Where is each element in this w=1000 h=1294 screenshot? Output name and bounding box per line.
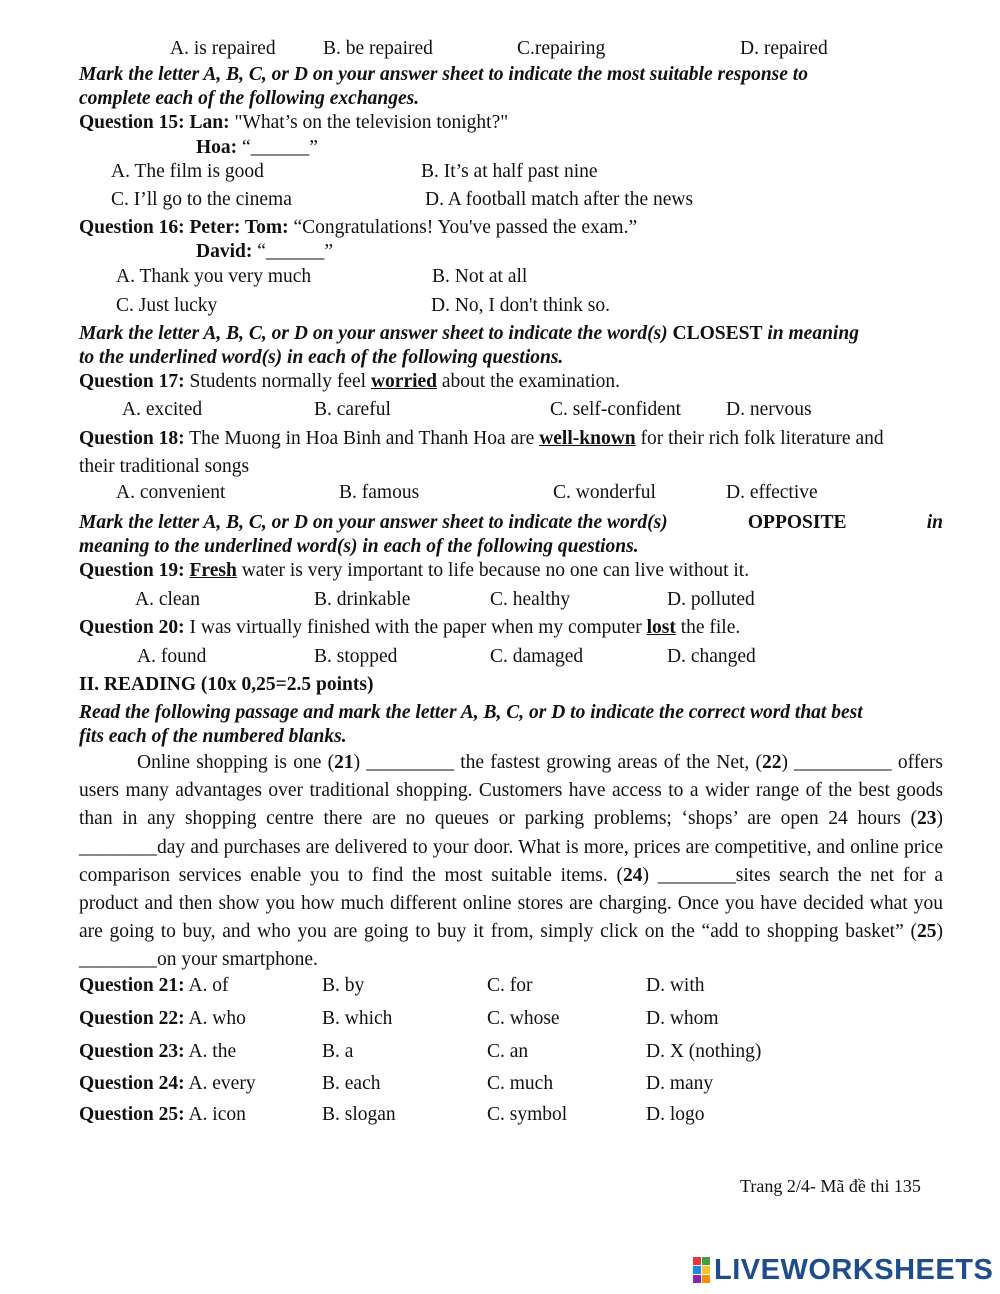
question-15-option-b: B. It’s at half past nine: [421, 161, 598, 182]
question-22-label: Question 22:: [79, 1008, 185, 1029]
question-24-option-c: C. much: [487, 1073, 554, 1094]
question-19-stem: [79, 559, 749, 583]
question-21-option-a: A. of: [184, 975, 229, 996]
q14-option-c: C.repairing: [517, 38, 606, 59]
passage-text-5: ) ________sites search the net for a product and then show you how much different online stores are charging. Once you have decided what you are going to buy, and who you are going to buy it from, simply click on the “add to shopping basket” (: [79, 864, 943, 943]
question-16-option-b: B. Not at all: [432, 266, 528, 287]
question-17-option-d: D. nervous: [726, 399, 812, 420]
logo-square: [693, 1266, 701, 1274]
question-17-label: Question 17:: [79, 371, 185, 392]
question-20-text-pre: I was virtually finished with the paper when my computer: [184, 617, 647, 638]
blank-number-24: 24: [623, 864, 643, 886]
question-23-option-c: C. an: [487, 1041, 529, 1062]
question-22-option-b: B. which: [322, 1008, 393, 1029]
liveworksheets-logo: [693, 1255, 993, 1285]
question-16-stem: [79, 216, 637, 240]
section-closest-text-c: in meaning: [762, 323, 859, 344]
section-closest-instruction-2: to the underlined word(s) in each of the following questions.: [79, 347, 564, 368]
question-16-option-d: D. No, I don't think so.: [431, 295, 611, 316]
question-22-option-c: C. whose: [487, 1008, 560, 1029]
logo-icon: [693, 1257, 710, 1283]
reading-instruction-2: fits each of the numbered blanks.: [79, 726, 347, 747]
logo-square: [693, 1275, 701, 1283]
question-15-option-a: A. The film is good: [111, 161, 264, 182]
question-18-label: Question 18:: [79, 428, 185, 449]
question-20-option-a: A. found: [137, 646, 207, 667]
question-20-option-c: C. damaged: [490, 646, 584, 667]
question-15-text: "What’s on the television tonight?": [229, 112, 509, 133]
question-17-text-pre: Students normally feel: [184, 371, 371, 392]
question-18-stem: [79, 427, 884, 451]
question-20-option-d: D. changed: [667, 646, 756, 667]
blank-number-25: 25: [917, 921, 937, 943]
question-19-underlined-word: Fresh: [189, 560, 237, 581]
passage-text-6: ) ________on your smartphone.: [79, 921, 943, 971]
question-16-reply-label: David:: [196, 241, 253, 262]
reading-heading: II. READING (10x 0,25=2.5 points): [79, 674, 374, 695]
section-closest-text-a: Mark the letter A, B, C, or D on your answer sheet to indicate the word(s): [79, 323, 673, 344]
logo-text: LIVEWORKSHEETS: [714, 1253, 994, 1286]
q14-option-a: A. is repaired: [170, 38, 276, 59]
section-opposite-instruction-2: meaning to the underlined word(s) in each of the following questions.: [79, 536, 639, 557]
question-16-reply: [196, 240, 333, 264]
question-16-option-a: A. Thank you very much: [116, 266, 312, 287]
question-23-label: Question 23:: [79, 1041, 185, 1062]
section-exchanges-instruction-1: Mark the letter A, B, C, or D on your answer sheet to indicate the most suitable response to: [79, 64, 808, 85]
question-15-reply: [196, 136, 318, 160]
question-15-reply-blank: “______”: [237, 137, 318, 158]
question-19-option-a: A. clean: [135, 589, 200, 610]
question-18-text-post: for their rich folk literature and: [635, 428, 884, 449]
question-18-option-b: B. famous: [339, 482, 420, 503]
blank-number-21: 21: [334, 752, 354, 773]
question-20-stem: [79, 616, 740, 640]
question-19-option-d: D. polluted: [667, 589, 755, 610]
question-15-stem: [79, 111, 508, 135]
section-opposite-text-a: Mark the letter A, B, C, or D on your answer sheet to indicate the word(s): [79, 512, 673, 533]
question-16-option-c: C. Just lucky: [116, 295, 218, 316]
blank-number-23: 23: [917, 808, 937, 830]
blank-number-22: 22: [761, 752, 782, 773]
question-19-option-b: B. drinkable: [314, 589, 411, 610]
question-15-option-c: C. I’ll go to the cinema: [111, 189, 292, 210]
logo-square: [702, 1266, 710, 1274]
question-22-option-d: D. whom: [646, 1008, 719, 1029]
question-21-option-b: B. by: [322, 975, 365, 996]
question-24-option-a: A. every: [184, 1073, 256, 1094]
question-25-option-a: A. icon: [184, 1104, 246, 1125]
section-closest-instruction-1: [79, 322, 859, 346]
section-opposite-text-c: in: [921, 512, 943, 533]
question-17-underlined-word: worried: [370, 371, 438, 392]
question-19-option-c: C. healthy: [490, 589, 571, 610]
question-16-label: Question 16: Peter: Tom:: [79, 217, 289, 238]
question-24-label: Question 24:: [79, 1073, 185, 1094]
question-25-option-c: C. symbol: [487, 1104, 568, 1125]
question-21-option-d: D. with: [646, 975, 705, 996]
question-15-label: Question 15: Lan:: [79, 112, 230, 133]
question-17-option-c: C. self-confident: [550, 399, 682, 420]
question-17-option-a: A. excited: [122, 399, 203, 420]
question-21-option-c: C. for: [487, 975, 533, 996]
question-17-option-b: B. careful: [314, 399, 391, 420]
logo-square: [702, 1275, 710, 1283]
question-22-option-a: A. who: [184, 1008, 246, 1029]
question-18-underlined-word: well-known: [539, 428, 636, 449]
question-18-option-a: A. convenient: [116, 482, 226, 503]
question-23-option-d: D. X (nothing): [646, 1041, 762, 1062]
question-15-reply-label: Hoa:: [196, 137, 238, 158]
question-16-reply-blank: “______”: [252, 241, 334, 262]
section-opposite-instruction-1: [79, 511, 943, 535]
section-exchanges-instruction-2: complete each of the following exchanges.: [79, 88, 420, 109]
question-18-stem-line-2: their traditional songs: [79, 456, 250, 477]
question-17-stem: [79, 370, 620, 394]
passage-text-3: ) __________ offers users many advantages over traditional shopping. Customers have access to a wider range of the best goods than in any shopping centre there are no queues or parking problems; ‘shops’ are open 24 hours (: [79, 752, 944, 830]
question-23-option-a: A. the: [184, 1041, 237, 1062]
passage-text-2: ) _________ the fastest growing areas of the Net, (: [353, 752, 762, 773]
question-25-option-b: B. slogan: [322, 1104, 396, 1125]
question-20-underlined-word: lost: [646, 617, 676, 638]
question-15-option-d: D. A football match after the news: [425, 189, 694, 210]
question-16-text: “Congratulations! You've passed the exam.”: [288, 217, 638, 238]
question-18-option-c: C. wonderful: [553, 482, 656, 503]
question-20-text-post: the file.: [675, 617, 741, 638]
question-25-label: Question 25:: [79, 1104, 185, 1125]
question-19-label: Question 19:: [79, 560, 185, 581]
question-18-option-d: D. effective: [726, 482, 818, 503]
section-opposite-keyword: OPPOSITE: [747, 512, 847, 533]
question-23-option-b: B. a: [322, 1041, 354, 1062]
passage-text-1: Online shopping is one (: [137, 752, 335, 773]
q14-option-b: B. be repaired: [323, 38, 433, 59]
logo-square: [693, 1257, 701, 1265]
reading-passage: [79, 749, 943, 975]
question-25-option-d: D. logo: [646, 1104, 705, 1125]
reading-instruction-1: Read the following passage and mark the letter A, B, C, or D to indicate the correct word that best: [79, 702, 863, 723]
page-footer: Trang 2/4- Mã đề thi 135: [740, 1176, 921, 1196]
question-17-text-post: about the examination.: [437, 371, 621, 392]
question-24-option-b: B. each: [322, 1073, 381, 1094]
q14-option-d: D. repaired: [740, 38, 828, 59]
question-20-label: Question 20:: [79, 617, 185, 638]
question-24-option-d: D. many: [646, 1073, 714, 1094]
question-20-option-b: B. stopped: [314, 646, 398, 667]
passage-text-4: ) ________day and purchases are delivered to your door. What is more, prices are competitive, and online price comparison services enable you to find the most suitable items. (: [79, 808, 943, 886]
question-21-label: Question 21:: [79, 975, 185, 996]
logo-square: [702, 1257, 710, 1265]
section-closest-keyword: CLOSEST: [672, 323, 763, 344]
question-19-text-post: water is very important to life because no one can live without it.: [236, 560, 750, 581]
question-18-text-pre: The Muong in Hoa Binh and Thanh Hoa are: [184, 428, 540, 449]
